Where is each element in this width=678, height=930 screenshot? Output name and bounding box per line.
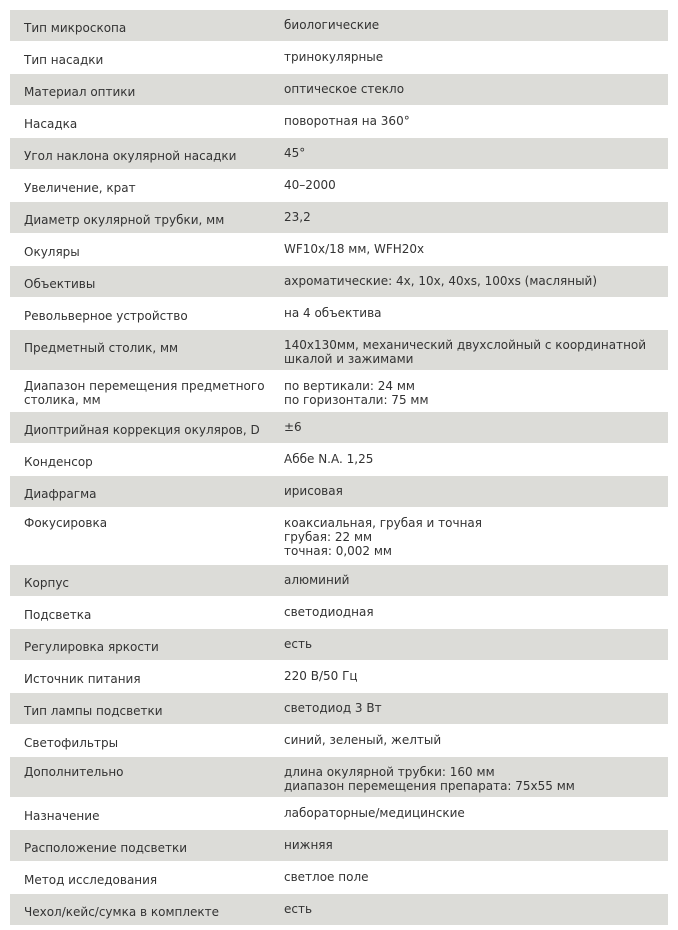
spec-label: Диапазон перемещения предметного столика, мм (24, 379, 265, 407)
spec-label: Регулировка яркости (24, 640, 159, 654)
spec-label: Подсветка (24, 608, 92, 622)
spec-value: есть (284, 637, 313, 651)
spec-row (10, 298, 668, 330)
spec-row (10, 476, 668, 508)
spec-label: Диоптрийная коррекция окуляров, D (24, 423, 260, 437)
spec-row (10, 444, 668, 476)
spec-value: лабораторные/медицинские (284, 806, 465, 820)
spec-label: Назначение (24, 809, 100, 823)
spec-row (10, 202, 668, 234)
spec-row (10, 170, 668, 202)
spec-value: на 4 объектива (284, 306, 382, 320)
spec-row (10, 234, 668, 266)
spec-value: светодиодная (284, 605, 374, 619)
spec-value: есть (284, 902, 313, 916)
spec-label: Тип микроскопа (24, 21, 127, 35)
spec-value: биологические (284, 18, 380, 32)
spec-label: Чехол/кейс/сумка в комплекте (24, 905, 220, 919)
spec-value: оптическое стекло (284, 82, 405, 96)
spec-label: Насадка (24, 117, 78, 131)
spec-row (10, 693, 668, 725)
spec-value: светодиод 3 Вт (284, 701, 382, 715)
spec-label: Корпус (24, 576, 70, 590)
spec-label: Диафрагма (24, 487, 97, 501)
spec-label: Фокусировка (24, 516, 108, 530)
spec-value: ирисовая (284, 484, 343, 498)
spec-label: Диаметр окулярной трубки, мм (24, 213, 225, 227)
spec-value: Аббе N.A. 1,25 (284, 452, 374, 466)
spec-row (10, 508, 668, 565)
spec-row (10, 106, 668, 138)
spec-row (10, 371, 668, 412)
spec-label: Увеличение, крат (24, 181, 136, 195)
spec-label: Источник питания (24, 672, 141, 686)
spec-row (10, 10, 668, 42)
spec-row (10, 629, 668, 661)
spec-value: по вертикали: 24 мм по горизонтали: 75 мм (284, 379, 429, 407)
spec-row (10, 862, 668, 894)
spec-value: светлое поле (284, 870, 369, 884)
spec-value: WF10x/18 мм, WFH20x (284, 242, 425, 256)
spec-value: 23,2 (284, 210, 311, 224)
spec-row (10, 798, 668, 830)
spec-label: Угол наклона окулярной насадки (24, 149, 237, 163)
spec-value: 220 В/50 Гц (284, 669, 358, 683)
spec-value: синий, зеленый, желтый (284, 733, 442, 747)
spec-row (10, 266, 668, 298)
spec-value: ±6 (284, 420, 302, 434)
spec-value: тринокулярные (284, 50, 384, 64)
spec-row (10, 894, 668, 926)
spec-row (10, 725, 668, 757)
spec-label: Дополнительно (24, 765, 124, 779)
spec-value: 140x130мм, механический двухслойный с координатной шкалой и зажимами (284, 338, 647, 366)
spec-row (10, 74, 668, 106)
spec-row (10, 830, 668, 862)
spec-row (10, 412, 668, 444)
spec-row (10, 138, 668, 170)
spec-label: Предметный столик, мм (24, 341, 179, 355)
spec-row (10, 757, 668, 798)
spec-label: Револьверное устройство (24, 309, 188, 323)
spec-label: Светофильтры (24, 736, 119, 750)
spec-label: Окуляры (24, 245, 80, 259)
spec-value: нижняя (284, 838, 333, 852)
spec-label: Объективы (24, 277, 96, 291)
spec-row (10, 330, 668, 371)
spec-value: поворотная на 360° (284, 114, 410, 128)
spec-label: Тип насадки (24, 53, 104, 67)
spec-row (10, 661, 668, 693)
spec-label: Конденсор (24, 455, 93, 469)
spec-row (10, 42, 668, 74)
spec-label: Расположение подсветки (24, 841, 187, 855)
spec-row (10, 597, 668, 629)
spec-value: длина окулярной трубки: 160 мм диапазон перемещения препарата: 75x55 мм (284, 765, 575, 793)
spec-value: ахроматические: 4x, 10x, 40xs, 100xs (масляный) (284, 274, 598, 288)
spec-label: Материал оптики (24, 85, 136, 99)
specifications-table (10, 10, 668, 926)
spec-label: Метод исследования (24, 873, 158, 887)
spec-value: коаксиальная, грубая и точная грубая: 22 мм точная: 0,002 мм (284, 516, 482, 558)
spec-value: 45° (284, 146, 306, 160)
spec-value: алюминий (284, 573, 350, 587)
spec-value: 40–2000 (284, 178, 336, 192)
spec-label: Тип лампы подсветки (24, 704, 163, 718)
spec-row (10, 565, 668, 597)
